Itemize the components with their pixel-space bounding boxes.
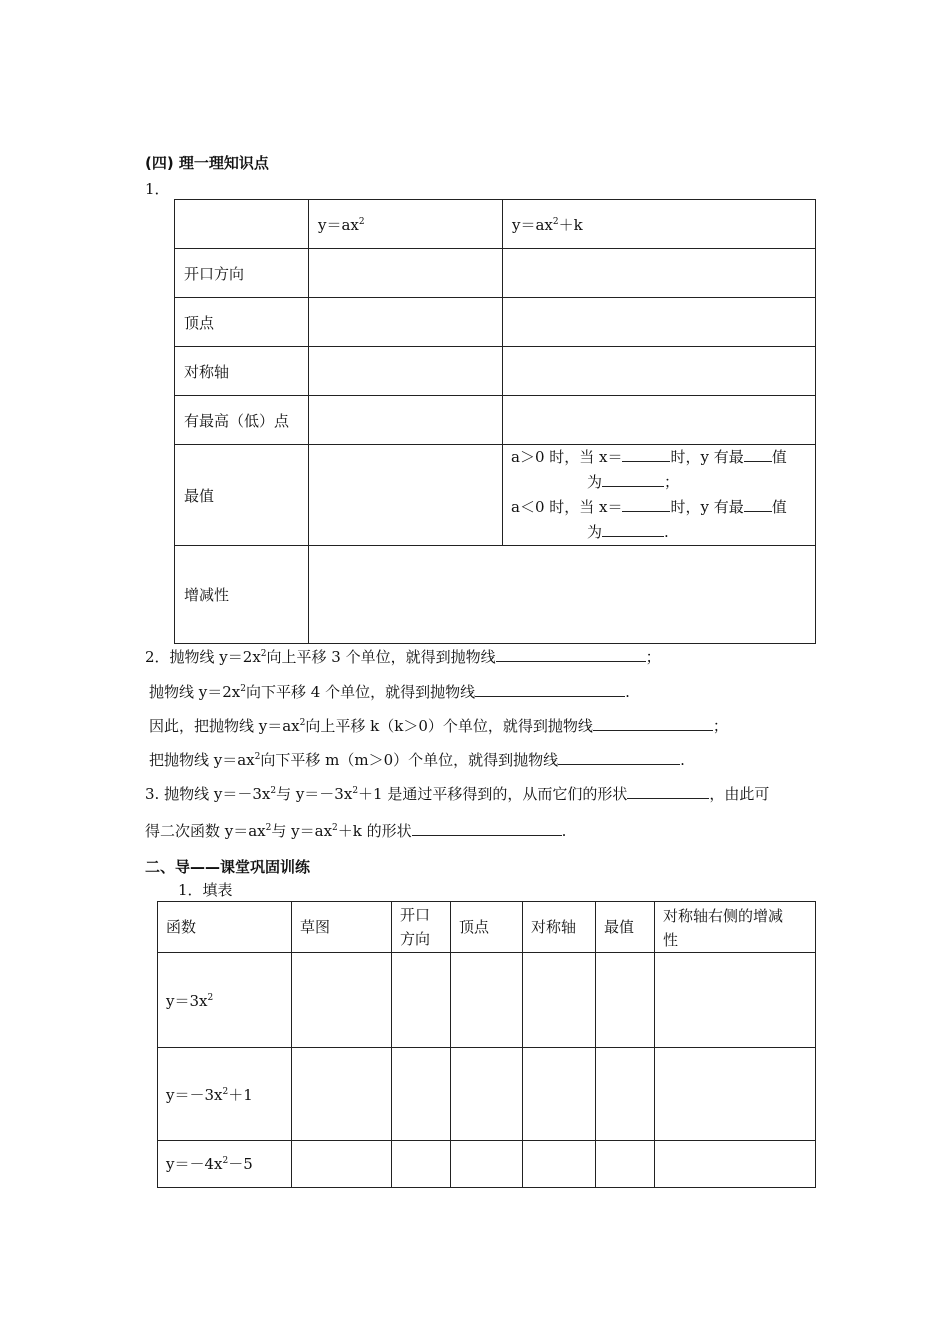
table-cell[interactable] [503, 249, 816, 298]
table-cell[interactable] [292, 953, 392, 1048]
section-title: 二、导——课堂巩固训练 [145, 858, 311, 876]
answer-blank[interactable] [622, 447, 670, 462]
table-row [158, 1048, 816, 1141]
table-cell[interactable] [596, 953, 655, 1048]
table-cell[interactable] [309, 396, 503, 445]
answer-blank[interactable] [558, 750, 680, 765]
row-label: 增减性 [175, 546, 309, 644]
table-cell[interactable] [655, 1048, 816, 1141]
table-cell [175, 200, 309, 249]
answer-blank[interactable] [412, 821, 562, 836]
table-cell[interactable] [451, 1141, 523, 1188]
answer-blank[interactable] [602, 472, 664, 487]
table-cell[interactable] [655, 1141, 816, 1188]
table-row [175, 249, 816, 298]
table-cell[interactable] [392, 1048, 451, 1141]
answer-blank[interactable] [602, 522, 664, 537]
answer-blank[interactable] [627, 784, 709, 799]
row-label: 最值 [175, 445, 309, 546]
table-header-cell: 顶点 [451, 902, 523, 953]
table-cell[interactable] [503, 396, 816, 445]
item-number: 1．填表 [178, 881, 233, 899]
question-line: 因此，把抛物线 $y=ax^2$向上平移 k（k＞0）个单位，就得到抛物线 ； [149, 717, 728, 735]
table-row [175, 298, 816, 347]
function-cell: $y=-3x^2+1$ [158, 1048, 292, 1141]
table-cell[interactable] [523, 953, 596, 1048]
table-header-row [175, 200, 816, 249]
table-header-cell: 函数 [158, 902, 292, 953]
answer-blank[interactable] [744, 447, 772, 462]
table-row [158, 1141, 816, 1188]
fill-table [157, 901, 816, 1188]
table-cell[interactable] [503, 298, 816, 347]
function-cell: $y=-4x^2-5$ [158, 1141, 292, 1188]
table-cell[interactable] [292, 1048, 392, 1141]
answer-blank[interactable] [475, 682, 625, 697]
table-header-cell: 对称轴 [523, 902, 596, 953]
table-row [158, 953, 816, 1048]
table-cell[interactable] [309, 249, 503, 298]
question-line: 2．抛物线 $y=2x^2$向上平移 3 个单位，就得到抛物线 ； [145, 648, 661, 666]
table-cell[interactable] [292, 1141, 392, 1188]
table-cell[interactable] [523, 1141, 596, 1188]
table-cell[interactable] [309, 546, 816, 644]
table-header-cell: 最值 [596, 902, 655, 953]
table-row [175, 546, 816, 644]
knowledge-table [174, 199, 816, 644]
row-label: 开口方向 [175, 249, 309, 298]
table-header-cell: 开口 方向 [392, 902, 451, 953]
question-line: 得二次函数 $y=ax^2$与 $y=ax^2+k$ 的形状 . [145, 822, 567, 840]
question-line: 抛物线 $y=2x^2$向下平移 4 个单位，就得到抛物线 . [149, 683, 630, 701]
table-row [175, 347, 816, 396]
section-title: (四) 理一理知识点 [145, 154, 269, 172]
table-cell[interactable] [309, 347, 503, 396]
table-row [175, 396, 816, 445]
table-cell[interactable] [451, 953, 523, 1048]
answer-blank[interactable] [744, 497, 772, 512]
table-cell[interactable] [451, 1048, 523, 1141]
table-row [175, 445, 816, 546]
table-cell[interactable] [503, 347, 816, 396]
answer-blank[interactable] [593, 716, 713, 731]
row-label: 顶点 [175, 298, 309, 347]
answer-blank[interactable] [496, 647, 646, 662]
table-header-cell: $y=ax^2$ [309, 200, 503, 249]
table-header-cell: $y=ax^2+k$ [503, 200, 816, 249]
table-cell[interactable] [392, 1141, 451, 1188]
table-cell[interactable] [655, 953, 816, 1048]
item-number: 1． [145, 180, 170, 198]
table-cell[interactable] [309, 445, 503, 546]
table-cell[interactable] [309, 298, 503, 347]
table-header-cell: 对称轴右侧的增减 性 [655, 902, 816, 953]
table-header-cell: 草图 [292, 902, 392, 953]
table-cell[interactable] [523, 1048, 596, 1141]
row-label: 有最高（低）点 [175, 396, 309, 445]
function-cell: $y=3x^2$ [158, 953, 292, 1048]
answer-blank[interactable] [622, 497, 670, 512]
question-line: 3. 抛物线 $y=-3x^2$与 $y=-3x^2+1$ 是通过平移得到的，从而它们的形状 ，由此可 [145, 785, 770, 803]
table-header-row [158, 902, 816, 953]
row-label: 对称轴 [175, 347, 309, 396]
question-line: 把抛物线 $y=ax^2$向下平移 m（m＞0）个单位，就得到抛物线 . [149, 751, 685, 769]
table-cell[interactable] [596, 1048, 655, 1141]
table-cell[interactable] [392, 953, 451, 1048]
extreme-value-cell: a＞0 时，当 x＝ 时，y 有最 值 为 ； a＜0 时，当 x＝ 时，y 有最 值 为 . [503, 445, 816, 546]
table-cell[interactable] [596, 1141, 655, 1188]
